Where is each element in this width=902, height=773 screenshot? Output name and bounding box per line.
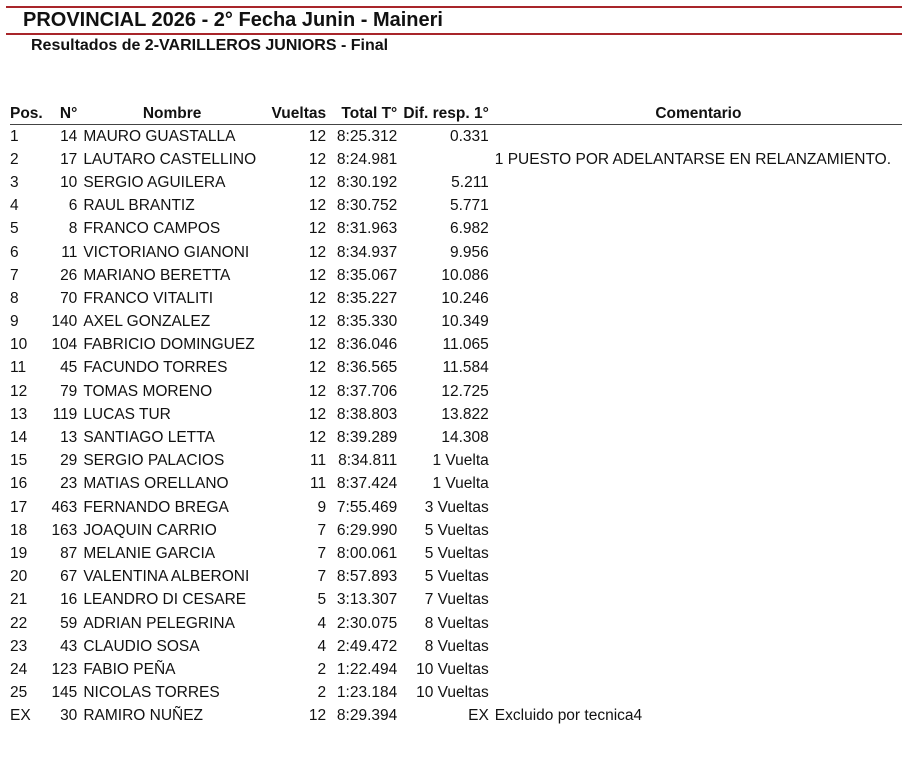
cell-difference: 8 Vueltas (424, 614, 489, 632)
cell-number: 123 (51, 660, 78, 678)
cell-number: 17 (60, 150, 78, 168)
table-row (10, 705, 902, 728)
cell-difference: 11.065 (442, 336, 489, 354)
cell-total-time: 2:49.472 (336, 637, 398, 655)
table-row (10, 496, 902, 519)
cell-number: 67 (60, 568, 78, 586)
cell-number: 23 (60, 475, 78, 493)
cell-pos: 2 (10, 150, 19, 168)
cell-comment: Excluido por tecnica4 (494, 707, 643, 725)
cell-pos: 7 (10, 266, 19, 284)
cell-difference: 10.246 (441, 289, 489, 307)
cell-pos: 5 (10, 220, 19, 238)
cell-difference: 1 Vuelta (432, 475, 489, 493)
cell-total-time: 8:35.227 (336, 289, 398, 307)
page-subtitle: Resultados de 2-VARILLEROS JUNIORS - Final (31, 37, 389, 54)
cell-name: RAUL BRANTIZ (83, 197, 195, 215)
cell-laps: 4 (317, 637, 327, 655)
cell-comment (489, 450, 902, 473)
cell-laps: 4 (317, 614, 327, 632)
table-row (10, 612, 902, 635)
cell-pos: 4 (10, 197, 19, 215)
table-row (10, 171, 902, 194)
cell-laps: 12 (308, 173, 327, 191)
cell-number: 79 (60, 382, 78, 400)
column-header-laps: Vueltas (261, 99, 326, 125)
cell-comment: 1 PUESTO POR ADELANTARSE EN RELANZAMIENTO. (494, 150, 892, 168)
cell-laps: 12 (308, 127, 327, 145)
cell-comment (489, 566, 902, 589)
column-header-total-time: Total T° (326, 99, 397, 125)
cell-number: 26 (60, 266, 78, 284)
cell-difference: 5 Vueltas (424, 568, 489, 586)
table-row (10, 450, 902, 473)
cell-name: MELANIE GARCIA (83, 544, 216, 562)
cell-comment (489, 658, 902, 681)
cell-name: FRANCO CAMPOS (83, 220, 221, 238)
table-row (10, 589, 902, 612)
cell-laps: 12 (308, 359, 327, 377)
column-header-comment: Comentario (489, 99, 902, 125)
cell-total-time: 8:36.565 (336, 359, 398, 377)
cell-pos: 8 (10, 289, 19, 307)
cell-comment (489, 195, 902, 218)
cell-pos: 6 (10, 243, 19, 261)
cell-difference: 10.349 (441, 313, 489, 331)
cell-name: VICTORIANO GIANONI (83, 243, 250, 261)
cell-name: AXEL GONZALEZ (83, 313, 211, 331)
cell-number: 6 (68, 197, 78, 215)
table-row (10, 218, 902, 241)
cell-laps: 12 (308, 266, 327, 284)
column-header-name: Nombre (77, 99, 261, 125)
cell-total-time: 8:34.937 (336, 243, 398, 261)
table-row (10, 426, 902, 449)
cell-comment (489, 473, 902, 496)
cell-laps: 12 (308, 313, 327, 331)
cell-number: 13 (60, 429, 78, 447)
cell-comment (489, 519, 902, 542)
cell-difference: 10 Vueltas (416, 684, 489, 702)
cell-total-time: 8:35.330 (336, 313, 398, 331)
cell-number: 59 (60, 614, 78, 632)
cell-pos: 17 (10, 498, 28, 516)
cell-comment (489, 311, 902, 334)
cell-name: LEANDRO DI CESARE (83, 591, 247, 609)
cell-pos: 24 (10, 660, 28, 678)
cell-pos: 12 (10, 382, 28, 400)
cell-name: SERGIO PALACIOS (83, 452, 225, 470)
cell-name: TOMAS MORENO (83, 382, 213, 400)
cell-comment (489, 635, 902, 658)
cell-total-time: 8:30.192 (336, 173, 398, 191)
cell-total-time: 8:24.981 (336, 150, 398, 168)
cell-number: 45 (60, 359, 78, 377)
cell-number: 70 (60, 289, 78, 307)
cell-name: FABRICIO DOMINGUEZ (83, 336, 255, 354)
cell-laps: 12 (308, 289, 327, 307)
cell-difference: 13.822 (441, 405, 489, 423)
cell-comment (489, 496, 902, 519)
cell-total-time: 8:34.811 (338, 452, 398, 470)
cell-difference: 11.584 (442, 359, 489, 377)
cell-pos: 3 (10, 173, 19, 191)
cell-comment (489, 241, 902, 264)
cell-number: 163 (51, 521, 78, 539)
table-row (10, 195, 902, 218)
cell-total-time: 8:25.312 (336, 127, 398, 145)
cell-difference: 5 Vueltas (424, 521, 489, 539)
cell-total-time: 7:55.469 (336, 498, 398, 516)
cell-comment (489, 287, 902, 310)
cell-name: FERNANDO BREGA (83, 498, 229, 516)
cell-laps: 12 (308, 405, 327, 423)
table-row (10, 519, 902, 542)
cell-laps: 9 (317, 498, 327, 516)
table-row (10, 357, 902, 380)
cell-difference: 8 Vueltas (424, 637, 489, 655)
page-title: PROVINCIAL 2026 - 2° Fecha Junin - Maineri (23, 9, 443, 31)
cell-name: FRANCO VITALITI (83, 289, 214, 307)
cell-difference: 10 Vueltas (416, 660, 489, 678)
cell-number: 104 (51, 336, 78, 354)
table-row (10, 148, 902, 171)
cell-comment (489, 542, 902, 565)
cell-total-time: 2:30.075 (336, 614, 398, 632)
cell-comment (489, 125, 902, 149)
cell-laps: 2 (317, 684, 327, 702)
cell-pos: 15 (10, 452, 28, 470)
cell-name: LAUTARO CASTELLINO (83, 150, 257, 168)
table-row (10, 125, 902, 149)
cell-comment (489, 612, 902, 635)
cell-comment (489, 589, 902, 612)
cell-name: VALENTINA ALBERONI (83, 568, 250, 586)
table-row (10, 241, 902, 264)
table-row (10, 403, 902, 426)
cell-laps: 2 (317, 660, 327, 678)
cell-comment (489, 380, 902, 403)
cell-difference: 10.086 (441, 266, 489, 284)
cell-difference: 5 Vueltas (424, 544, 489, 562)
cell-total-time: 8:36.046 (336, 336, 398, 354)
table-row (10, 287, 902, 310)
cell-name: SERGIO AGUILERA (83, 173, 226, 191)
cell-difference: 14.308 (441, 429, 489, 447)
cell-number: 16 (60, 591, 78, 609)
cell-difference: 6.982 (450, 220, 489, 238)
cell-number: 119 (52, 405, 78, 423)
cell-pos: 18 (10, 521, 28, 539)
header-row (10, 99, 902, 125)
cell-laps: 12 (308, 243, 327, 261)
cell-total-time: 8:35.067 (336, 266, 398, 284)
cell-laps: 7 (317, 568, 327, 586)
cell-name: LUCAS TUR (83, 405, 171, 423)
table-row (10, 658, 902, 681)
cell-laps: 7 (317, 521, 327, 539)
cell-laps: 12 (308, 220, 327, 238)
cell-laps: 5 (317, 591, 327, 609)
table-row (10, 311, 902, 334)
cell-total-time: 8:30.752 (336, 197, 398, 215)
cell-laps: 12 (308, 429, 327, 447)
cell-total-time: 8:29.394 (336, 707, 398, 725)
cell-laps: 12 (308, 382, 327, 400)
cell-pos: 1 (10, 127, 19, 145)
cell-difference: 12.725 (441, 382, 489, 400)
cell-number: 14 (60, 127, 78, 145)
cell-number: 140 (51, 313, 78, 331)
table-row (10, 682, 902, 705)
results-table (10, 99, 902, 728)
cell-total-time: 1:22.494 (336, 660, 398, 678)
cell-difference: 5.771 (450, 197, 489, 215)
cell-name: JOAQUIN CARRIO (83, 521, 217, 539)
cell-pos: 11 (10, 359, 27, 377)
table-row (10, 473, 902, 496)
cell-total-time: 1:23.184 (336, 684, 398, 702)
cell-pos: 23 (10, 637, 28, 655)
cell-difference: 9.956 (450, 243, 489, 261)
table-row (10, 635, 902, 658)
cell-name: SANTIAGO LETTA (83, 429, 215, 447)
cell-total-time: 8:38.803 (336, 405, 398, 423)
cell-number: 30 (60, 707, 78, 725)
cell-pos: 20 (10, 568, 28, 586)
column-header-pos: Pos. (10, 99, 45, 125)
cell-difference (397, 148, 489, 171)
results-table-body (10, 125, 902, 728)
cell-total-time: 8:39.289 (336, 429, 398, 447)
cell-number: 463 (51, 498, 78, 516)
column-header-number: N° (45, 99, 77, 125)
cell-comment (489, 426, 902, 449)
cell-total-time: 8:37.706 (336, 382, 398, 400)
header-bottom-rule (6, 33, 902, 35)
cell-total-time: 8:31.963 (336, 220, 398, 238)
table-row (10, 264, 902, 287)
cell-laps: 12 (308, 707, 327, 725)
cell-pos: 22 (10, 614, 28, 632)
cell-comment (489, 264, 902, 287)
table-row (10, 542, 902, 565)
cell-total-time: 8:00.061 (336, 544, 398, 562)
cell-total-time: 6:29.990 (336, 521, 398, 539)
cell-laps: 12 (308, 336, 327, 354)
results-table-header (10, 99, 902, 125)
cell-number: 8 (68, 220, 78, 238)
cell-laps: 12 (308, 197, 327, 215)
cell-laps: 7 (317, 544, 327, 562)
cell-name: ADRIAN PELEGRINA (83, 614, 235, 632)
table-row (10, 566, 902, 589)
cell-difference: 7 Vueltas (424, 591, 489, 609)
cell-name: MARIANO BERETTA (83, 266, 231, 284)
cell-pos: 13 (10, 405, 28, 423)
cell-pos: 16 (10, 475, 28, 493)
cell-pos: 10 (10, 336, 28, 354)
cell-number: 87 (60, 544, 78, 562)
cell-total-time: 8:37.424 (336, 475, 398, 493)
cell-pos: 9 (10, 313, 19, 331)
cell-comment (489, 682, 902, 705)
cell-number: 11 (61, 243, 78, 261)
column-header-difference: Dif. resp. 1° (397, 99, 489, 125)
cell-number: 10 (60, 173, 78, 191)
cell-total-time: 3:13.307 (336, 591, 398, 609)
cell-difference: 5.211 (451, 173, 489, 191)
cell-pos: 19 (10, 544, 28, 562)
cell-number: 43 (60, 637, 78, 655)
cell-difference: EX (468, 707, 489, 725)
cell-comment (489, 334, 902, 357)
cell-pos: 25 (10, 684, 28, 702)
cell-name: CLAUDIO SOSA (83, 637, 200, 655)
cell-pos: EX (10, 707, 31, 725)
cell-pos: 14 (10, 429, 28, 447)
cell-comment (489, 171, 902, 194)
cell-laps: 11 (310, 475, 327, 493)
cell-name: RAMIRO NUÑEZ (83, 707, 204, 725)
cell-difference: 1 Vuelta (432, 452, 489, 470)
cell-number: 145 (51, 684, 78, 702)
cell-difference: 3 Vueltas (424, 498, 489, 516)
cell-name: FACUNDO TORRES (83, 359, 228, 377)
cell-name: NICOLAS TORRES (83, 684, 220, 702)
cell-name: MATIAS ORELLANO (83, 475, 229, 493)
cell-difference: 0.331 (450, 127, 489, 145)
cell-laps: 11 (310, 452, 327, 470)
cell-number: 29 (60, 452, 78, 470)
header-top-rule (6, 6, 902, 8)
cell-name: MAURO GUASTALLA (83, 127, 236, 145)
table-row (10, 334, 902, 357)
table-row (10, 380, 902, 403)
cell-pos: 21 (10, 591, 28, 609)
cell-comment (489, 403, 902, 426)
cell-name: FABIO PEÑA (83, 660, 176, 678)
cell-laps: 12 (308, 150, 327, 168)
cell-comment (489, 218, 902, 241)
cell-comment (489, 357, 902, 380)
cell-total-time: 8:57.893 (336, 568, 398, 586)
